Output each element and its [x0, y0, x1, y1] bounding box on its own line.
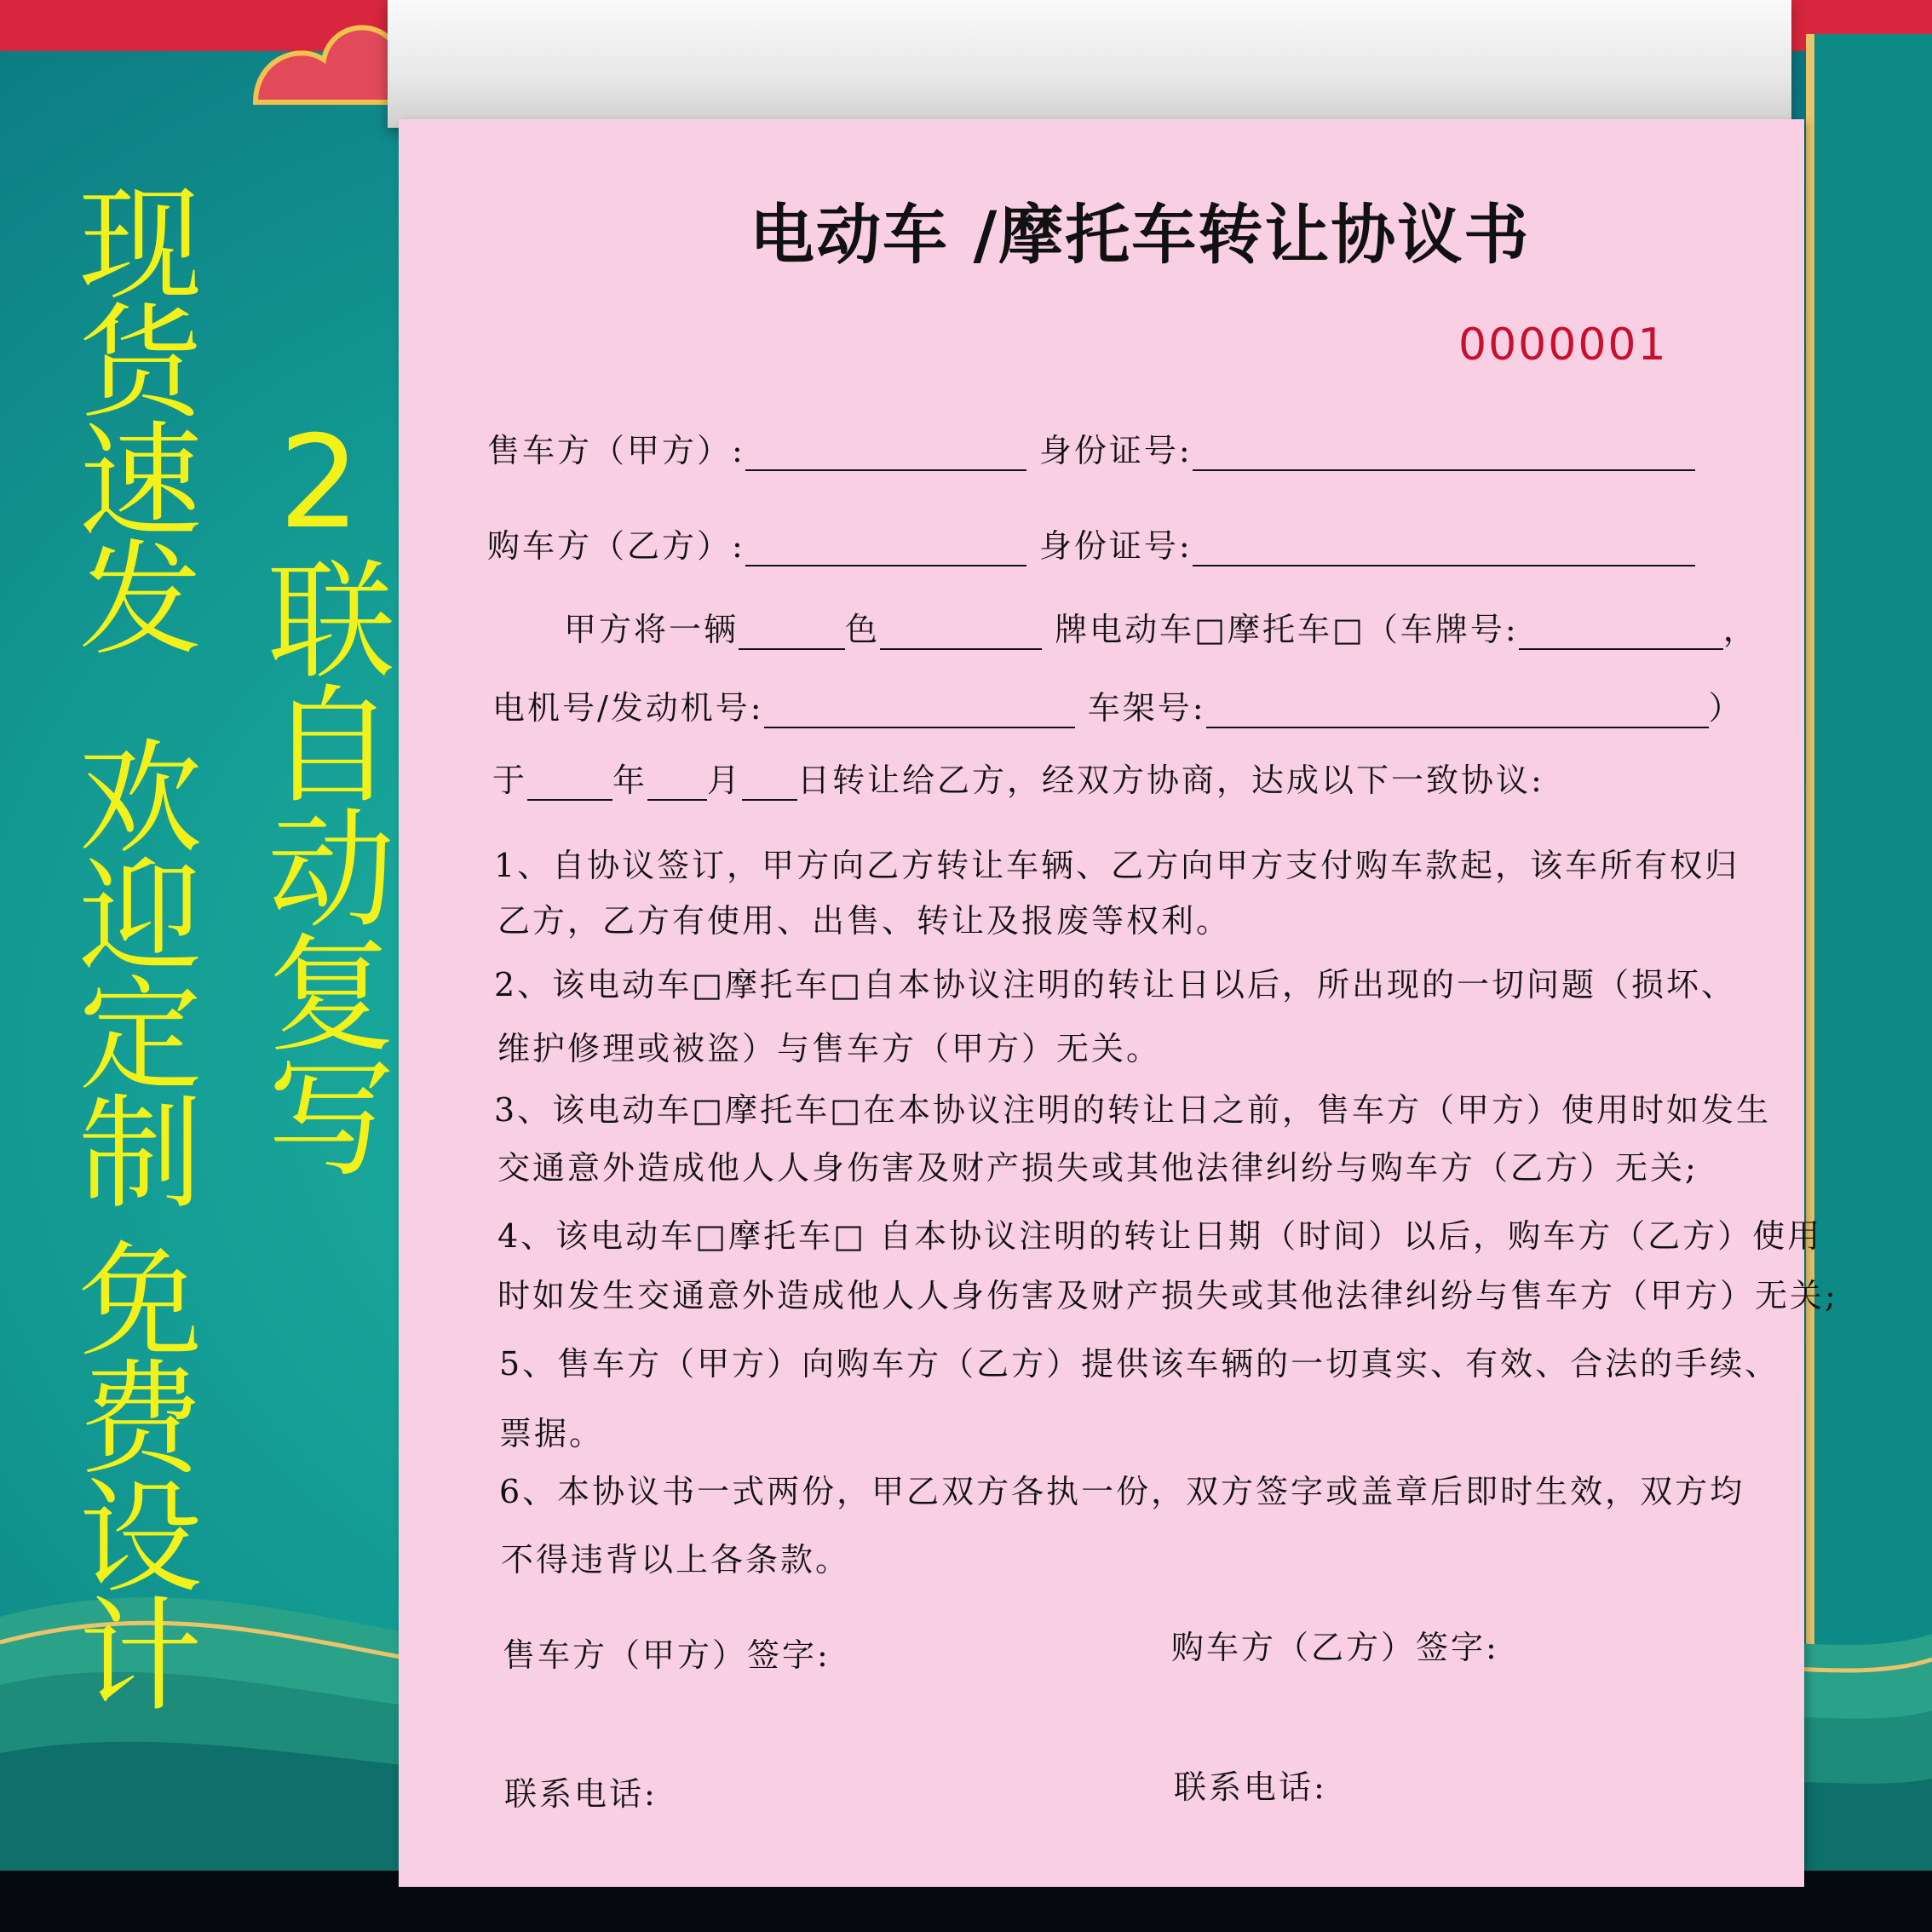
document-title: 电动车 /摩托车转让协议书	[750, 197, 1531, 273]
clause-line: 6、本协议书一式两份，甲乙双方各执一份，双方签字或盖章后即时生效，双方均	[499, 1473, 1745, 1510]
serial-number: 0000001	[1458, 319, 1668, 371]
clause-line: 时如发生交通意外造成他人人身伤害及财产损失或其他法律纠纷与售车方（甲方）无关;	[497, 1277, 1838, 1314]
promo-text-free-design: 免费设计	[58, 1235, 202, 1709]
frame-end: ）	[1708, 689, 1744, 727]
date-text-c: 月	[707, 762, 743, 799]
date-text-b: 年	[612, 762, 648, 799]
buyer-id-blank[interactable]	[1193, 534, 1695, 566]
clause-line: 5、售车方（甲方）向购车方（乙方）提供该车辆的一切真实、有效、合法的手续、	[499, 1345, 1780, 1383]
promo-text-carbonless: 2联自动复写	[245, 409, 394, 1176]
vehicle-text-c: 牌电动车□摩托车□（车牌号:	[1055, 611, 1519, 648]
clause-line: 票据。	[499, 1415, 605, 1452]
vehicle-row	[564, 603, 1758, 650]
frame-number-blank[interactable]	[1206, 696, 1709, 728]
plate-number-blank[interactable]	[1519, 618, 1723, 650]
vehicle-text-a: 甲方将一辆	[564, 611, 739, 648]
month-blank[interactable]	[647, 768, 707, 801]
seller-phone-label: 联系电话:	[504, 1775, 658, 1813]
date-text-a: 于	[492, 762, 528, 799]
frame-label: 车架号:	[1087, 689, 1206, 727]
buyer-name-blank[interactable]	[745, 534, 1026, 566]
vehicle-brand-blank[interactable]	[739, 618, 845, 650]
seller-id-blank[interactable]	[1193, 439, 1695, 471]
motor-label: 电机号/发动机号:	[492, 689, 764, 727]
motor-number-blank[interactable]	[764, 696, 1075, 728]
vehicle-color-blank[interactable]	[880, 618, 1042, 650]
clause-line: 3、该电动车□摩托车□在本协议注明的转让日之前，售车方（甲方）使用时如发生	[494, 1091, 1771, 1129]
clause-line: 不得违背以上各条款。	[501, 1541, 851, 1578]
paper-roll	[388, 0, 1791, 128]
promo-text-customize: 欢迎定制	[58, 733, 202, 1206]
clause-line: 2、该电动车□摩托车□自本协议注明的转让日以后，所出现的一切问题（损坏、	[494, 966, 1736, 1003]
id-label-seller: 身份证号:	[1038, 432, 1193, 469]
seller-label: 售车方（甲方）:	[487, 432, 745, 469]
seller-signature-label: 售车方（甲方）签字:	[503, 1636, 831, 1674]
buyer-row	[487, 520, 1695, 566]
clause-line: 乙方，乙方有使用、出售、转让及报废等权利。	[497, 902, 1232, 940]
clause-line: 交通意外造成他人人身伤害及财产损失或其他法律纠纷与购车方（乙方）无关;	[497, 1149, 1699, 1187]
year-blank[interactable]	[527, 768, 612, 801]
vehicle-text-end: ，	[1722, 611, 1758, 648]
right-decor-frame	[1806, 34, 1932, 1729]
date-text-d: 日转让给乙方，经双方协商，达成以下一致协议:	[797, 762, 1544, 799]
buyer-label: 购车方（乙方）:	[487, 527, 745, 565]
buyer-signature-label: 购车方（乙方）签字:	[1171, 1629, 1499, 1666]
clause-line: 4、该电动车□摩托车□ 自本协议注明的转让日期（时间）以后，购车方（乙方）使用	[497, 1217, 1823, 1255]
id-label-buyer: 身份证号:	[1038, 527, 1193, 565]
seller-name-blank[interactable]	[745, 439, 1026, 471]
day-blank[interactable]	[742, 768, 797, 801]
seller-row	[487, 424, 1695, 471]
vehicle-text-b: 色	[845, 611, 881, 648]
buyer-phone-label: 联系电话:	[1174, 1768, 1327, 1806]
promo-text-in-stock: 现货速发	[58, 179, 202, 653]
date-row	[492, 754, 1544, 801]
clause-line: 1、自协议签订，甲方向乙方转让车辆、乙方向甲方支付购车款起，该车所有权归	[494, 847, 1740, 884]
motor-row	[492, 681, 1744, 728]
clause-line: 维护修理或被盗）与售车方（甲方）无关。	[497, 1030, 1162, 1067]
